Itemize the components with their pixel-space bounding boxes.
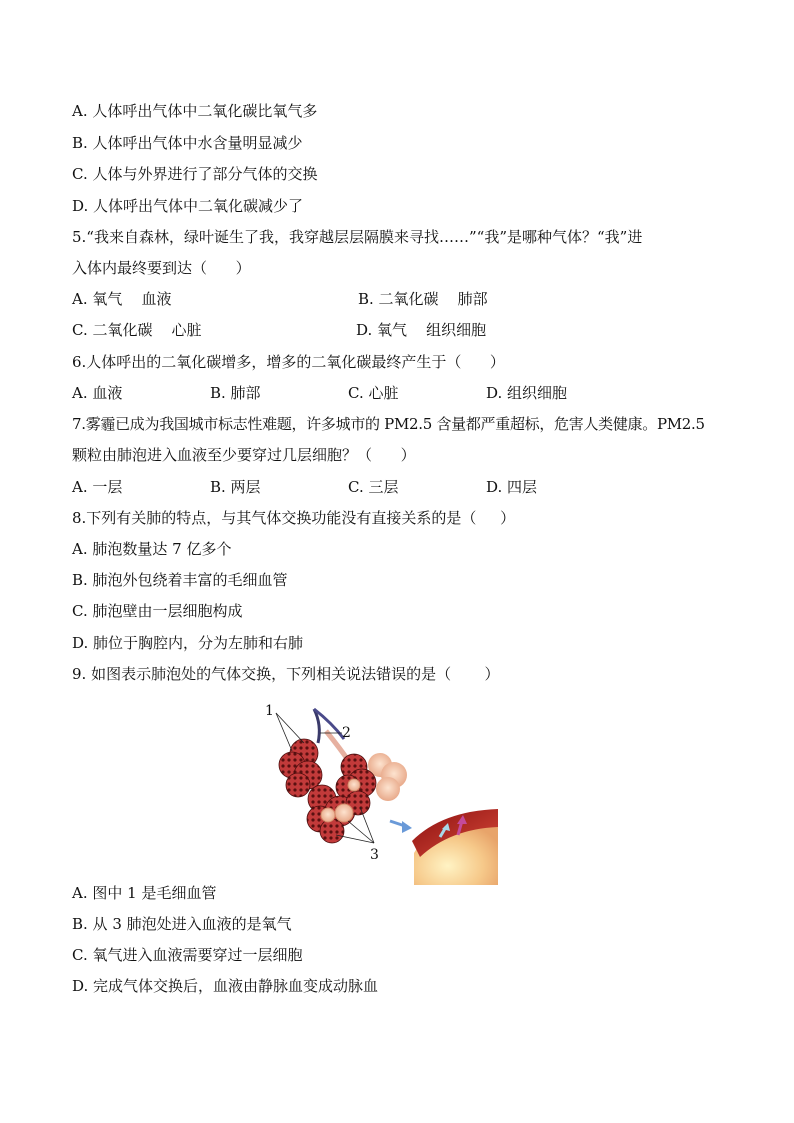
q4-option-c: C. 人体与外界进行了部分气体的交换 [72,165,318,183]
q7-stem-line-1: 7.雾霾已成为我国城市标志性难题，许多城市的 PM2.5 含量都严重超标，危害人类健康。PM2.5 [72,415,705,433]
q5-stem-line-1: 5.“我来自森林，绿叶诞生了我，我穿越层层隔膜来寻找……”“我”是哪种气体？“我”进 [72,228,643,246]
q6-option-d: D. 组织细胞 [486,384,568,402]
q9-option-a: A. 图中 1 是毛细血管 [72,884,217,902]
figure-label-1: 1 [265,703,274,719]
q5-option-d: D. 氧气 组织细胞 [356,321,487,339]
q4-option-b: B. 人体呼出气体中水含量明显减少 [72,134,303,152]
q8-option-a: A. 肺泡数量达 7 亿多个 [72,540,232,558]
q7-option-b: B. 两层 [210,478,261,496]
figure-label-3: 3 [370,847,379,863]
q9-stem: 9. 如图表示肺泡处的气体交换，下列相关说法错误的是（ ） [72,665,500,683]
figure-label-2: 2 [342,725,351,741]
q7-stem-line-2: 颗粒由肺泡进入血液至少要穿过几层细胞？（ ） [72,446,416,464]
q7-option-c: C. 三层 [348,478,399,496]
q8-option-d: D. 肺位于胸腔内，分为左肺和右肺 [72,634,304,652]
q9-option-b: B. 从 3 肺泡处进入血液的是氧气 [72,915,292,933]
q5-option-b: B. 二氧化碳 肺部 [358,290,488,308]
q4-option-a: A. 人体呼出气体中二氧化碳比氧气多 [72,102,318,120]
q6-option-c: C. 心脏 [348,384,399,402]
q8-option-b: B. 肺泡外包绕着丰富的毛细血管 [72,571,288,589]
q7-option-a: A. 一层 [72,478,123,496]
q7-option-d: D. 四层 [486,478,538,496]
q8-option-c: C. 肺泡壁由一层细胞构成 [72,602,243,620]
q4-option-d: D. 人体呼出气体中二氧化碳减少了 [72,197,304,215]
q5-option-c: C. 二氧化碳 心脏 [72,321,202,339]
q5-option-a: A. 氧气 血液 [72,290,172,308]
q6-option-a: A. 血液 [72,384,123,402]
q5-stem-line-2: 入体内最终要到达（ ） [72,259,251,277]
alveoli-gas-exchange-figure [262,703,498,885]
q6-option-b: B. 肺部 [210,384,261,402]
q9-option-d: D. 完成气体交换后，血液由静脉血变成动脉血 [72,977,379,995]
q9-option-c: C. 氧气进入血液需要穿过一层细胞 [72,946,303,964]
q8-stem: 8.下列有关肺的特点，与其气体交换功能没有直接关系的是（ ） [72,509,516,527]
q6-stem: 6.人体呼出的二氧化碳增多，增多的二氧化碳最终产生于（ ） [72,353,505,371]
